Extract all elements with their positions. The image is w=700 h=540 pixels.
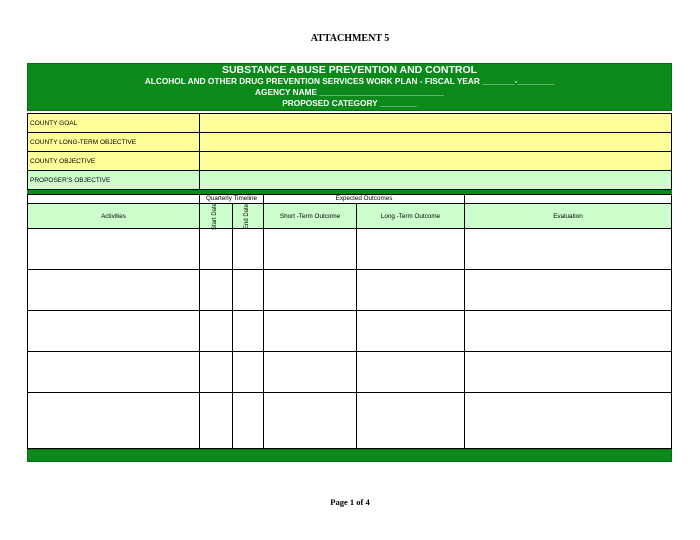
activity-cell[interactable] — [28, 229, 200, 270]
start-date-cell[interactable] — [200, 229, 233, 270]
expected-outcomes-header: Expected Outcomes — [264, 195, 465, 204]
long-term-cell[interactable] — [357, 270, 465, 311]
county-long-term-objective-field[interactable] — [200, 133, 672, 152]
start-date-cell[interactable] — [200, 352, 233, 393]
header-proposed-category: PROPOSED CATEGORY ________ — [282, 98, 417, 108]
long-term-cell[interactable] — [357, 393, 465, 449]
county-goal-field[interactable] — [200, 114, 672, 133]
attachment-title: ATTACHMENT 5 — [310, 33, 390, 44]
long-term-cell[interactable] — [357, 311, 465, 352]
evaluation-cell[interactable] — [465, 352, 672, 393]
end-date-cell[interactable] — [233, 229, 264, 270]
quarterly-timeline-header: Quarterly Timeline — [200, 195, 264, 204]
start-date-cell[interactable] — [200, 270, 233, 311]
county-long-term-objective-label: COUNTY LONG-TERM OBJECTIVE — [28, 133, 200, 152]
evaluation-cell[interactable] — [465, 270, 672, 311]
activity-cell[interactable] — [28, 311, 200, 352]
work-plan-form — [27, 63, 672, 462]
activity-cell[interactable] — [28, 393, 200, 449]
table-row — [28, 270, 672, 311]
table-row — [28, 393, 672, 449]
long-term-cell[interactable] — [357, 229, 465, 270]
short-term-outcome-header: Short -Term Outcome — [264, 204, 357, 229]
evaluation-header: Evaluation — [465, 204, 672, 229]
objectives-table — [27, 113, 672, 190]
table-row — [28, 229, 672, 270]
group-blank — [28, 195, 200, 204]
long-term-outcome-header: Long -Term Outcome — [357, 204, 465, 229]
proposers-objective-field[interactable] — [200, 171, 672, 190]
county-objective-label: COUNTY OBJECTIVE — [28, 152, 200, 171]
county-goal-label: COUNTY GOAL — [28, 114, 200, 133]
activities-table — [27, 194, 672, 449]
end-date-cell[interactable] — [233, 270, 264, 311]
group-header-row — [28, 195, 672, 204]
activities-header: Activities — [28, 204, 200, 229]
proposers-objective-label: PROPOSER'S OBJECTIVE — [28, 171, 200, 190]
evaluation-cell[interactable] — [465, 311, 672, 352]
proposers-objective-row — [28, 171, 672, 190]
evaluation-cell[interactable] — [465, 229, 672, 270]
county-long-term-objective-row — [28, 133, 672, 152]
short-term-cell[interactable] — [264, 393, 357, 449]
county-goal-row — [28, 114, 672, 133]
form-header — [27, 63, 672, 111]
header-subtitle: ALCOHOL AND OTHER DRUG PREVENTION SERVICES WORK PLAN - FISCAL YEAR _______-________ — [144, 76, 555, 86]
short-term-cell[interactable] — [264, 270, 357, 311]
county-objective-field[interactable] — [200, 152, 672, 171]
footer-band — [27, 449, 672, 462]
activity-cell[interactable] — [28, 352, 200, 393]
long-term-cell[interactable] — [357, 352, 465, 393]
table-row — [28, 352, 672, 393]
end-date-cell[interactable] — [233, 352, 264, 393]
table-row — [28, 311, 672, 352]
end-date-header — [233, 204, 264, 229]
group-blank-evaluation — [465, 195, 672, 204]
end-date-cell[interactable] — [233, 393, 264, 449]
start-date-label: Start Date — [212, 202, 219, 231]
start-date-header — [200, 204, 233, 229]
short-term-cell[interactable] — [264, 229, 357, 270]
header-agency-name: AGENCY NAME ___________________________ — [255, 87, 444, 97]
column-header-row — [28, 204, 672, 229]
page-number: Page 1 of 4 — [330, 497, 370, 507]
end-date-cell[interactable] — [233, 311, 264, 352]
header-title: SUBSTANCE ABUSE PREVENTION AND CONTROL — [221, 64, 478, 76]
start-date-cell[interactable] — [200, 311, 233, 352]
start-date-cell[interactable] — [200, 393, 233, 449]
short-term-cell[interactable] — [264, 352, 357, 393]
county-objective-row — [28, 152, 672, 171]
end-date-label: End Date — [244, 203, 251, 230]
activity-cell[interactable] — [28, 270, 200, 311]
short-term-cell[interactable] — [264, 311, 357, 352]
evaluation-cell[interactable] — [465, 393, 672, 449]
